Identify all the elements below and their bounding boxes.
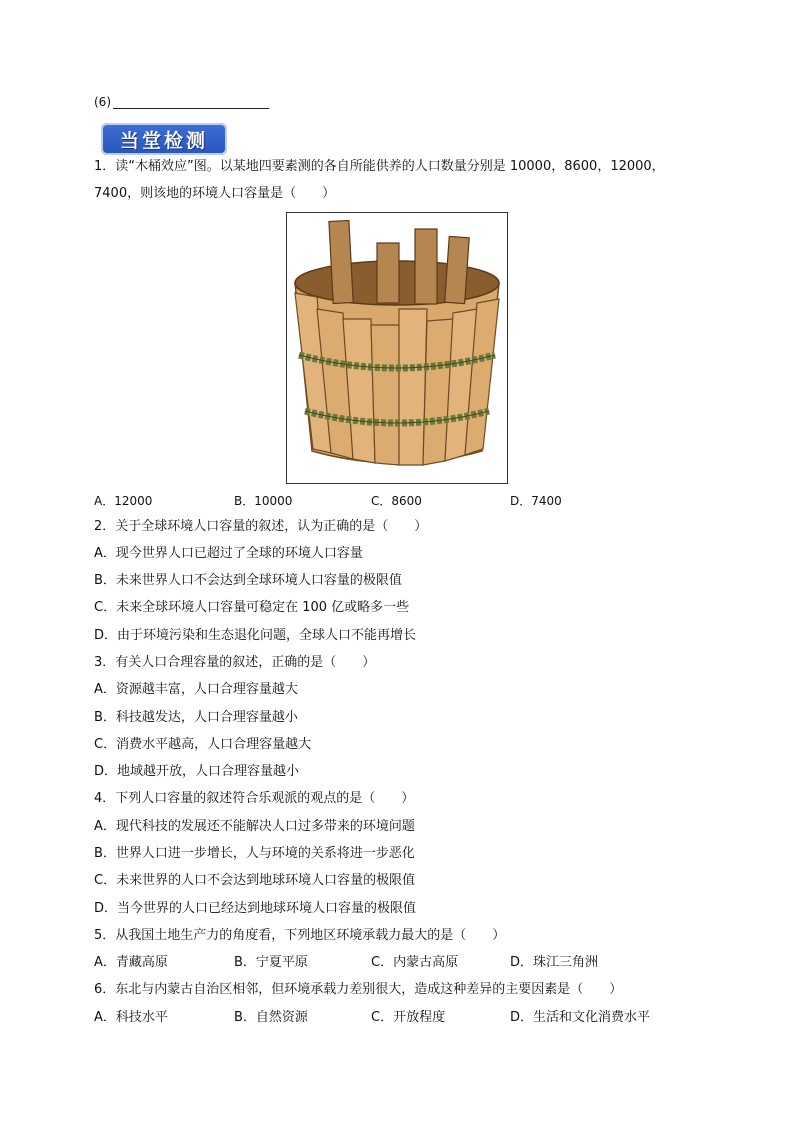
- question-4-option-c[interactable]: C．未来世界的人口不会达到地球环境人口容量的极限值: [94, 873, 416, 888]
- blank-number: (6): [94, 95, 111, 109]
- option-d[interactable]: D．7400: [510, 494, 562, 508]
- question-5-stem: 5．从我国土地生产力的角度看，下列地区环境承载力最大的是（ ）: [94, 928, 506, 943]
- option-d[interactable]: D．珠江三角洲: [510, 955, 599, 970]
- question-3-option-a[interactable]: A．资源越丰富，人口合理容量越大: [94, 682, 298, 697]
- question-3-option-c[interactable]: C．消费水平越高，人口合理容量越大: [94, 737, 312, 752]
- blank-underline[interactable]: [113, 94, 269, 109]
- question-1-stem-line2: 7400，则该地的环境人口容量是（ ）: [94, 186, 336, 201]
- answer-blank-6: [94, 94, 269, 109]
- question-4-option-b[interactable]: B．世界人口进一步增长，人与环境的关系将进一步恶化: [94, 846, 415, 861]
- option-a[interactable]: A．科技水平: [94, 1010, 168, 1025]
- section-banner: [101, 123, 227, 155]
- question-2-option-d[interactable]: D．由于环境污染和生态退化问题，全球人口不能再增长: [94, 628, 417, 643]
- question-1-stem-line1: 1．读“木桶效应”图。以某地四要素测的各自所能供养的人口数量分别是 10000，8600，12000，: [94, 159, 665, 174]
- question-4-stem: 4．下列人口容量的叙述符合乐观派的观点的是（ ）: [94, 791, 415, 806]
- option-a[interactable]: A．12000: [94, 494, 153, 508]
- option-d[interactable]: D．生活和文化消费水平: [510, 1010, 651, 1025]
- option-b[interactable]: B．10000: [234, 494, 293, 508]
- option-c[interactable]: C．内蒙古高原: [371, 955, 459, 970]
- question-4-option-d[interactable]: D．当今世界的人口已经达到地球环境人口容量的极限值: [94, 901, 417, 916]
- section-title: 当堂检测: [119, 129, 208, 152]
- question-2-stem: 2．关于全球环境人口容量的叙述，认为正确的是（ ）: [94, 519, 428, 534]
- option-a[interactable]: A．青藏高原: [94, 955, 168, 970]
- question-3-option-d[interactable]: D．地域越开放，人口合理容量越小: [94, 764, 300, 779]
- option-c[interactable]: C．开放程度: [371, 1010, 446, 1025]
- question-3-option-b[interactable]: B．科技越发达，人口合理容量越小: [94, 710, 298, 725]
- wooden-bucket-illustration: [287, 213, 507, 483]
- question-6-stem: 6．东北与内蒙古自治区相邻，但环境承载力差别很大，造成这种差异的主要因素是（ ）: [94, 982, 623, 997]
- wooden-bucket-figure: [286, 212, 508, 484]
- option-b[interactable]: B．自然资源: [234, 1010, 308, 1025]
- question-2-option-c[interactable]: C．未来全球环境人口容量可稳定在 100 亿或略多一些: [94, 600, 410, 615]
- question-3-stem: 3．有关人口合理容量的叙述，正确的是（ ）: [94, 655, 376, 670]
- question-4-option-a[interactable]: A．现代科技的发展还不能解决人口过多带来的环境问题: [94, 819, 415, 834]
- question-2-option-b[interactable]: B．未来世界人口不会达到全球环境人口容量的极限值: [94, 573, 402, 588]
- option-b[interactable]: B．宁夏平原: [234, 955, 308, 970]
- option-c[interactable]: C．8600: [371, 494, 422, 508]
- question-2-option-a[interactable]: A．现今世界人口已超过了全球的环境人口容量: [94, 546, 363, 561]
